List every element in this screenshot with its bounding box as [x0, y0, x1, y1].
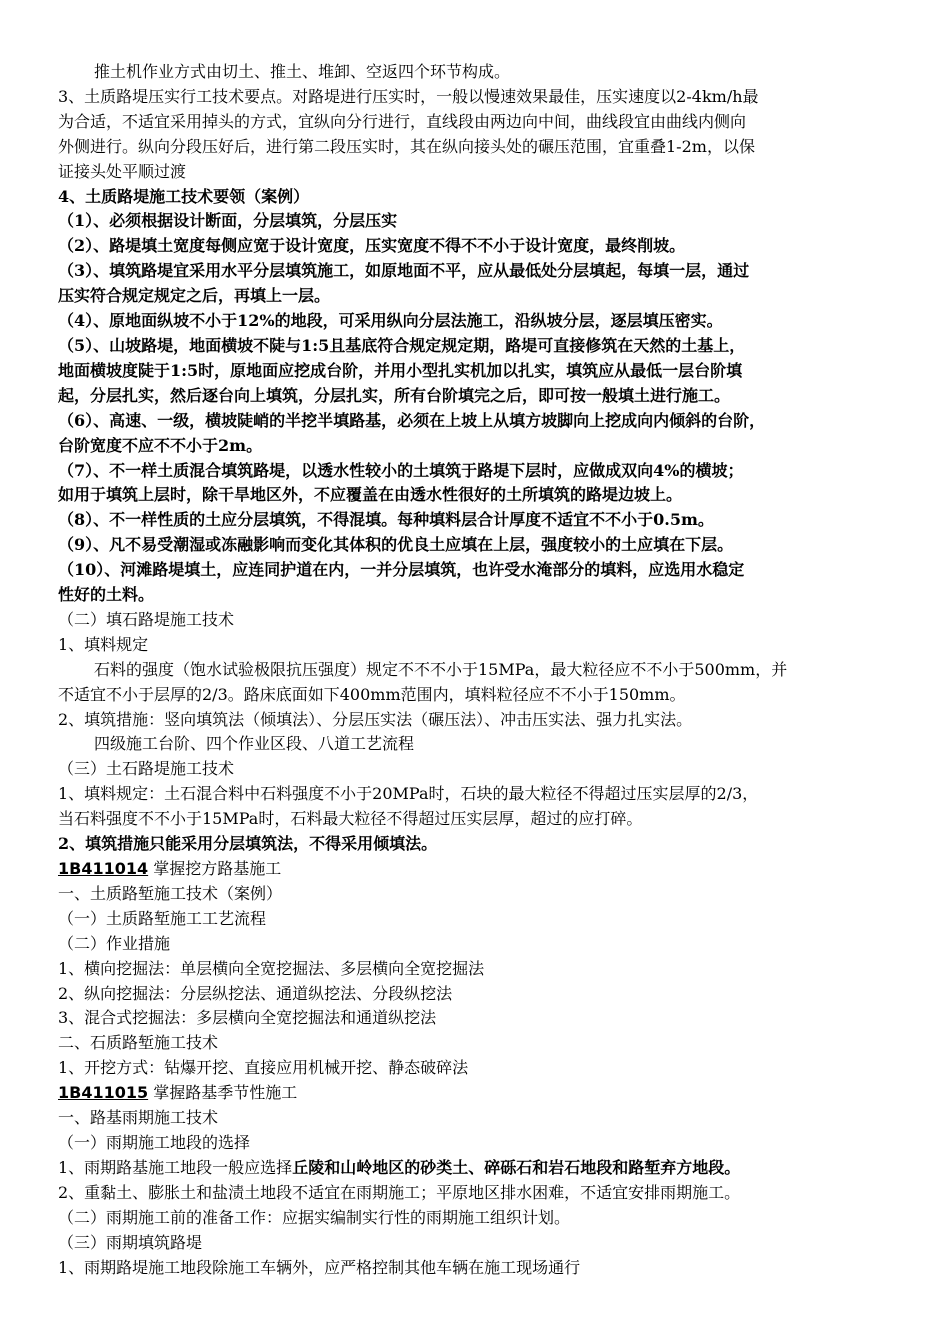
text-line: 当石料强度不不小于15MPa时，石料最大粒径不得超过压实层厚，超过的应打碎。 — [58, 809, 643, 829]
text-line: 证接头处平顺过渡 — [58, 161, 187, 181]
text-line: 石料的强度（饱水试验极限抗压强度）规定不不不小于15MPa，最大粒径应不不小于500mm，并 — [94, 659, 788, 679]
text-line: （4）、原地面纵坡不小于12%的地段，可采用纵向分层法施工，沿纵坡分层，逐层填压密实。 — [58, 311, 723, 331]
text-line: 台阶宽度不应不不小于2m。 — [58, 435, 263, 455]
text-line: 3、土质路堤压实行工技术要点。对路堤进行压实时，一般以慢速效果最佳，压实速度以2-4km/h最 — [58, 86, 759, 106]
text-line: 性好的土料。 — [58, 585, 155, 605]
section-heading: （三）土石路堤施工技术 — [58, 759, 235, 779]
text-line: 地面横坡度陡于1:5时，原地面应挖成台阶，并用小型扎实机加以扎实，填筑应从最低一层台阶填 — [58, 360, 743, 380]
text-line: （一）土质路堑施工工艺流程 — [58, 908, 267, 928]
text-line: （2）、路堤填土宽度每侧应宽于设计宽度，压实宽度不得不不小于设计宽度，最终削坡。 — [58, 236, 686, 256]
section-title: 掌握路基季节性施工 — [153, 1083, 298, 1103]
text-line: （6）、高速、一级，横坡陡峭的半挖半填路基，必须在上坡上从填方坡脚向上挖成向内倾斜的台阶， — [58, 410, 766, 430]
text-line: 四级施工台阶、四个作业区段、八道工艺流程 — [94, 734, 415, 754]
text-line: 2、填筑措施：竖向填筑法（倾填法）、分层压实法（碾压法）、冲击压实法、强力扎实法。 — [58, 709, 693, 729]
text-line: 外侧进行。纵向分段压好后，进行第二段压实时，其在纵向接头处的碾压范围，宜重叠1-2m，以保 — [58, 136, 755, 156]
section-code: 1B411015 — [58, 1083, 149, 1103]
text-line: 1、雨期路堤施工地段除施工车辆外，应严格控制其他车辆在施工现场通行 — [58, 1257, 581, 1277]
bold-span: 丘陵和山岭地区的砂类土、碎砾石和岩石地段和路堑弃方地段。 — [292, 1157, 741, 1177]
text-line: （10）、河滩路堤填土，应连同护道在内，一并分层填筑，也许受水淹部分的填料，应选用水稳定 — [58, 560, 745, 580]
text-line: 2、纵向挖掘法：分层纵挖法、通道纵挖法、分段纵挖法 — [58, 983, 453, 1003]
text-line: （9）、凡不易受潮湿或冻融影响而变化其体积的优良土应填在上层，强度较小的土应填在下层。 — [58, 535, 734, 555]
text-line: （7）、不一样土质混合填筑路堤，以透水性较小的土填筑于路堤下层时，应做成双向4%的横坡； — [58, 460, 744, 480]
text-line: （一）雨期施工地段的选择 — [58, 1132, 251, 1152]
chapter-heading — [58, 1081, 908, 1106]
text-line: （3）、填筑路堤宜采用水平分层填筑施工，如原地面不平，应从最低处分层填起，每填一层，通过 — [58, 261, 750, 281]
section-title: 掌握挖方路基施工 — [153, 859, 282, 878]
text-line: 推土机作业方式由切土、推土、堆卸、空返四个环节构成。 — [94, 62, 511, 81]
text-line: （二）雨期施工前的准备工作：应据实编制实行性的雨期施工组织计划。 — [58, 1207, 571, 1227]
section-heading: 一、路基雨期施工技术 — [58, 1108, 219, 1128]
text-line: 起，分层扎实，然后逐台向上填筑，分层扎实，所有台阶填完之后，即可按一般填土进行施工。 — [58, 385, 731, 405]
chapter-heading — [58, 857, 908, 882]
text-line: 1、填料规定 — [58, 634, 149, 654]
text-line: （三）雨期填筑路堤 — [58, 1232, 203, 1252]
section-heading: 4、土质路堤施工技术要领（案例） — [58, 186, 310, 206]
text-line: （8）、不一样性质的土应分层填筑，不得混填。每种填料层合计厚度不适宜不不小于0.5m。 — [58, 510, 714, 530]
text-line: 2、重黏土、膨胀土和盐渍土地段不适宜在雨期施工；平原地区排水困难，不适宜安排雨期施工。 — [58, 1182, 741, 1202]
text-line: 1、填料规定：土石混合料中石料强度不小于20MPa时，石块的最大粒径不得超过压实层厚的2/3， — [58, 784, 759, 804]
text-line: （1）、必须根据设计断面，分层填筑，分层压实 — [58, 211, 398, 231]
text-line: 3、混合式挖掘法：多层横向全宽挖掘法和通道纵挖法 — [58, 1008, 437, 1028]
text-line: （二）作业措施 — [58, 933, 171, 953]
text-line: 如用于填筑上层时，除干旱地区外，不应覆盖在由透水性很好的土所填筑的路堤边坡上。 — [58, 485, 683, 505]
text-span: 1、雨期路基施工地段一般应选择 — [58, 1157, 293, 1177]
text-line — [58, 1156, 908, 1181]
text-line: 1、开挖方式：钻爆开挖、直接应用机械开挖、静态破碎法 — [58, 1058, 469, 1078]
section-heading: 一、土质路堑施工技术（案例） — [58, 883, 283, 903]
section-heading: （二）填石路堤施工技术 — [58, 609, 235, 629]
text-line: 不适宜不小于层厚的2/3。路床底面如下400mm范围内，填料粒径应不不小于150mm。 — [58, 684, 686, 704]
section-heading: 二、石质路堑施工技术 — [58, 1033, 219, 1053]
section-code: 1B411014 — [58, 859, 149, 878]
text-line: 压实符合规定规定之后，再填上一层。 — [58, 286, 331, 306]
text-line: 2、填筑措施只能采用分层填筑法，不得采用倾填法。 — [58, 834, 438, 854]
text-line: 为合适，不适宜采用掉头的方式，宜纵向分行进行，直线段由两边向中间，曲线段宜由曲线内侧向 — [58, 111, 747, 131]
text-line: 1、横向挖掘法：单层横向全宽挖掘法、多层横向全宽挖掘法 — [58, 958, 485, 978]
text-line: （5）、山坡路堤，地面横坡不陡与1:5且基底符合规定规定期，路堤可直接修筑在天然的土基上， — [58, 335, 746, 355]
